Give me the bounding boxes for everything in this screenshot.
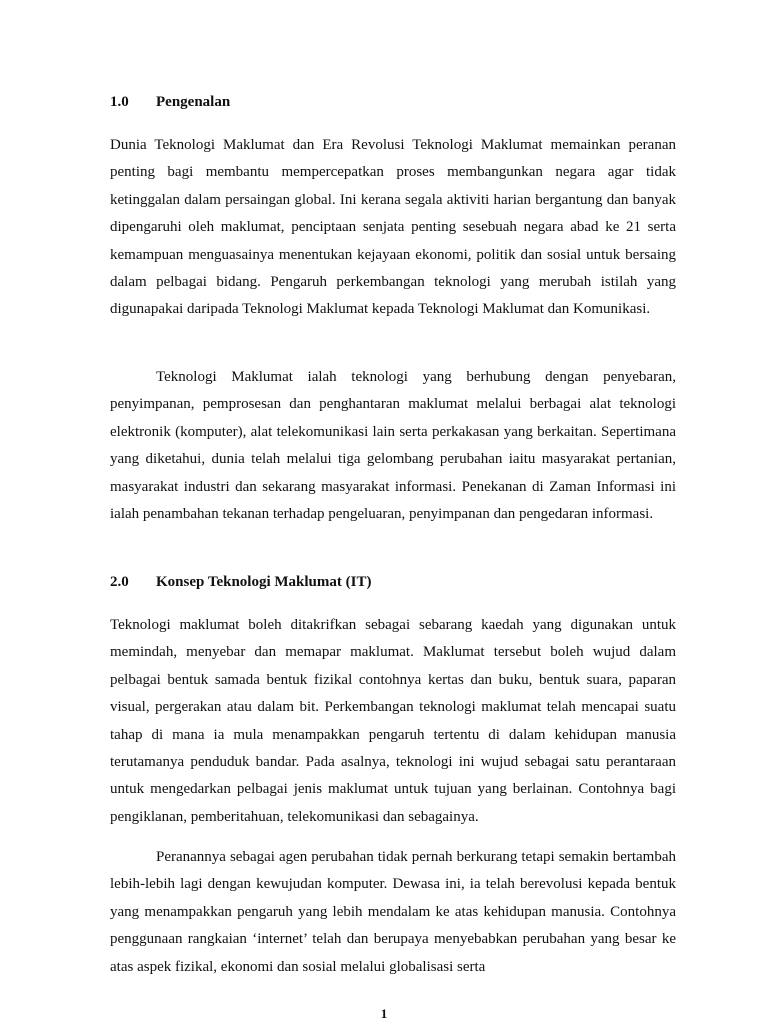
paragraph: Dunia Teknologi Maklumat dan Era Revolusi Teknologi Maklumat memainkan peranan penting bagi membantu mempercepatkan proses membangunkan negara agar tidak ketinggalan dalam persaingan global. Ini kerana segala aktiviti harian bergantung dan banyak dipengaruhi oleh maklumat, penciptaan senjata penting sesebuah negara abad ke 21 serta kemampuan menguasainya menentukan kejayaan ekonomi, politik dan sosial untuk bersaing dalam pelbagai bidang. Pengaruh perkembangan teknologi yang merubah istilah yang digunapakai daripada Teknologi Maklumat kepada Teknologi Maklumat dan Komunikasi. <box>110 137 676 318</box>
section-heading-2 <box>110 572 371 592</box>
page-number: 1 <box>380 1006 388 1021</box>
section-title: Konsep Teknologi Maklumat (IT) <box>156 574 372 590</box>
paragraph: Teknologi Maklumat ialah teknologi yang berhubung dengan penyebaran, penyimpanan, pemprosesan dan penghantaran maklumat melalui berbagai alat teknologi elektronik (komputer), alat telekomunikasi lain serta perkakasan yang berkaitan. Sepertimana yang diketahui, dunia telah melalui tiga gelombang perubahan iaitu masyarakat pertanian, masyarakat industri dan sekarang masyarakat informasi. Penekanan di Zaman Informasi ini ialah penambahan tekanan terhadap pengeluaran, penyimpanan dan pengedaran informasi. <box>110 369 676 523</box>
paragraph: Peranannya sebagai agen perubahan tidak pernah berkurang tetapi semakin bertambah lebih-lebih lagi dengan kewujudan komputer. Dewasa ini, ia telah berevolusi kepada bentuk yang menampakkan pengaruh yang lebih mendalam ke atas kehidupan manusia. Contohnya penggunaan rangkaian ‘internet’ telah dan berupaya menyebabkan perubahan yang besar ke atas aspek fizikal, ekonomi dan sosial melalui globalisasi serta <box>110 849 676 975</box>
paragraph: Teknologi maklumat boleh ditakrifkan sebagai sebarang kaedah yang digunakan untuk memindah, menyebar dan memapar maklumat. Maklumat tersebut boleh wujud dalam pelbagai bentuk samada bentuk fizikal contohnya kertas dan buku, bentuk suara, paparan visual, pergerakan atau dalam bit. Perkembangan teknologi maklumat telah mencapai suatu tahap di mana ia mula menampakkan pengaruh tertentu di dalam kehidupan manusia terutamanya penduduk bandar. Pada asalnya, teknologi ini wujud sebagai satu perantaraan untuk mengedarkan pelbagai jenis maklumat untuk tujuan yang berlainan. Contohnya bagi pengiklanan, pemberitahuan, telekomunikasi dan sebagainya. <box>110 617 676 825</box>
section-number: 1.0 <box>110 94 129 110</box>
section-heading-1 <box>110 92 230 112</box>
section-number: 2.0 <box>110 574 129 590</box>
section-title: Pengenalan <box>156 94 231 110</box>
